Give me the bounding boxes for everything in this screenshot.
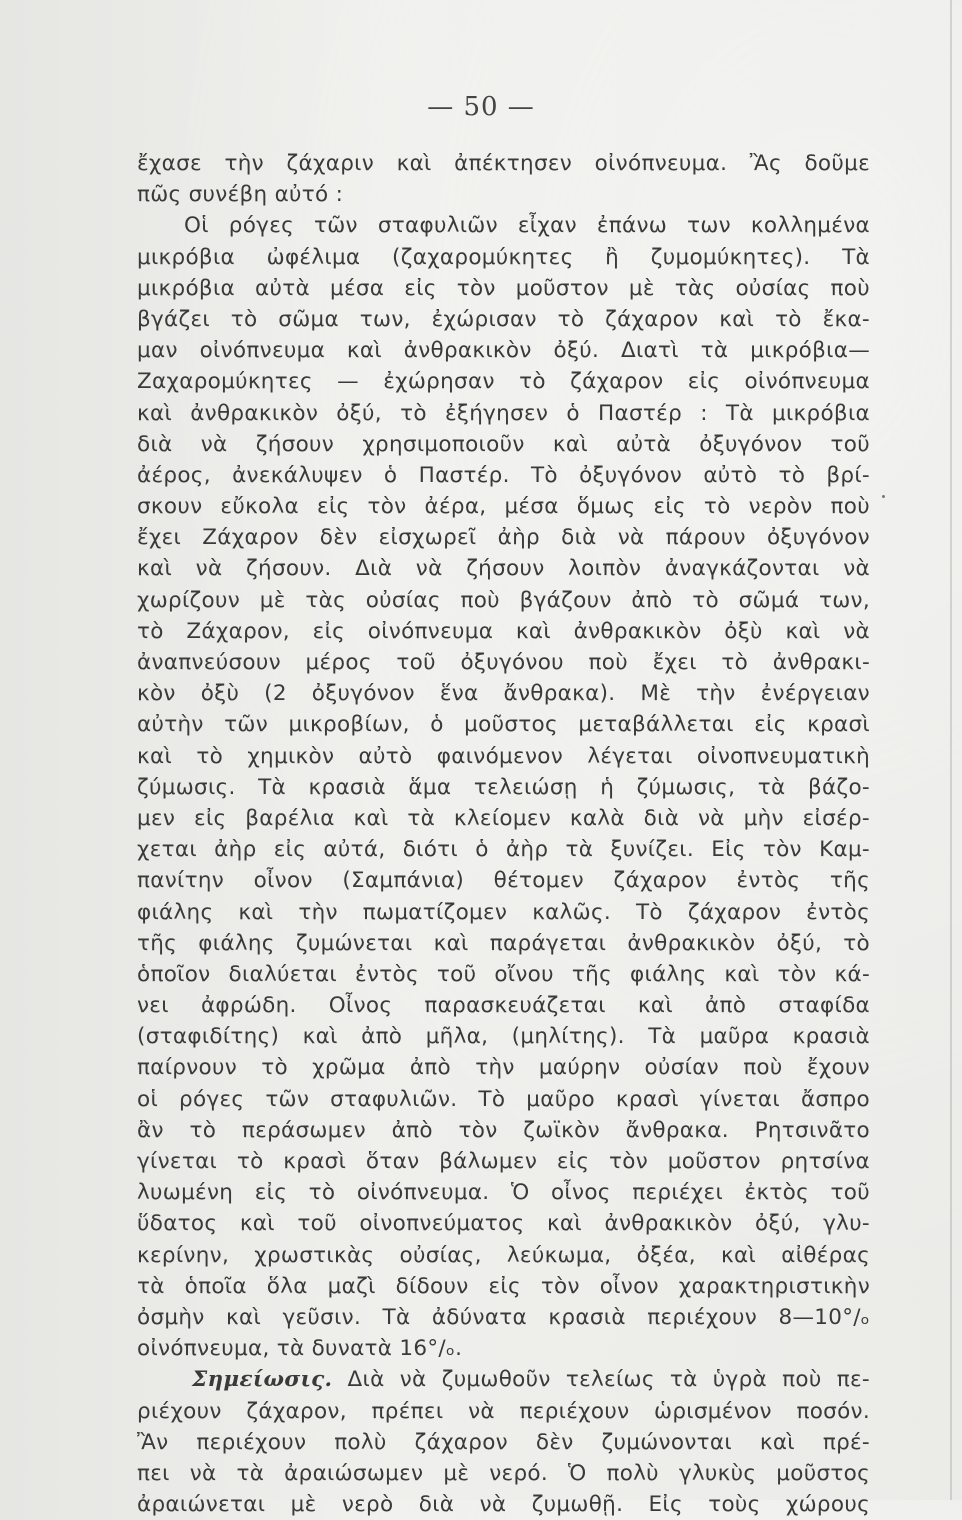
text-line: Οἱ ρόγες τῶν σταφυλιῶν εἶχαν ἐπάνω των κολλημένα <box>184 213 870 239</box>
text-line: ἔχει Ζάχαρον δὲν εἰσχωρεῖ ἀὴρ διὰ νὰ πάρουν ὀξυγόνον <box>137 525 870 551</box>
page-fold-shadow <box>950 0 952 1500</box>
text-line: χεται ἀὴρ εἰς αὐτά, διότι ὁ ἀὴρ τὰ ξυνίζει. Εἰς τὸν Καμ- <box>137 837 870 863</box>
text-line: μεν εἰς βαρέλια καὶ τὰ κλείομεν καλὰ διὰ νὰ μὴν εἰσέρ- <box>137 805 870 831</box>
text-line: ἀραιώνεται μὲ νερὸ διὰ νὰ ζυμωθῇ. Εἰς τοὺς χώρους <box>137 1492 870 1518</box>
text-line: καὶ τὸ χημικὸν αὐτὸ φαινόμενον λέγεται οἰνοπνευματικὴ <box>137 743 870 769</box>
text-line: τὰ ὁποῖα ὅλα μαζὶ δίδουν εἰς τὸν οἶνον χαρακτηριστικὴν <box>137 1273 870 1299</box>
text-line: κερίνην, χρωστικὰς οὐσίας, λεύκωμα, ὀξέα, καὶ αἰθέρας <box>137 1242 870 1268</box>
note-first-line <box>137 1364 870 1395</box>
text-line: παίρνουν τὸ χρῶμα ἀπὸ τὴν μαύρην οὐσίαν ποὺ ἔχουν <box>137 1055 870 1081</box>
body-text <box>137 148 870 1520</box>
text-line: πει νὰ τὰ ἀραιώσωμεν μὲ νερό. Ὁ πολὺ γλυκὺς μοῦστος <box>137 1460 870 1486</box>
text-line: βγάζει τὸ σῶμα των, ἐχώρισαν τὸ ζάχαρον καὶ τὸ ἔκα- <box>137 306 870 332</box>
text-line: γίνεται τὸ κρασὶ ὅταν βάλωμεν εἰς τὸν μοῦστον ρητσίνα <box>137 1149 870 1174</box>
text-line: νει ἀφρώδη. Οἶνος παρασκευάζεται καὶ ἀπὸ σταφίδα <box>137 993 870 1019</box>
text-line: (σταφιδίτης) καὶ ἀπὸ μῆλα, (μηλίτης). Τὰ μαῦρα κρασιὰ <box>137 1024 870 1050</box>
text-line: ἂν τὸ περάσωμεν ἀπὸ τὸν ζωϊκὸν ἄνθρακα. Ρητσινᾶτο <box>137 1117 870 1143</box>
text-line: μικρόβια αὐτὰ μέσα εἰς τὸν μοῦστον μὲ τὰς οὐσίας ποὺ <box>137 275 870 301</box>
text-line: μικρόβια ὠφέλιμα (ζαχαρομύκητες ἢ ζυμομύκητες). Τὰ <box>137 244 870 270</box>
text-line: ζύμωσις. Τὰ κρασιὰ ἅμα τελειώσῃ ἡ ζύμωσις, τὰ βάζο- <box>137 774 870 800</box>
text-line: οἱ ρόγες τῶν σταφυλιῶν. Τὸ μαῦρο κρασὶ γίνεται ἄσπρο <box>137 1086 870 1112</box>
text-line: λυωμένη εἰς τὸ οἰνόπνευμα. Ὁ οἶνος περιέχει ἐκτὸς τοῦ <box>137 1180 870 1206</box>
text-line: ἀέρος, ἀνεκάλυψεν ὁ Παστέρ. Τὸ ὀξυγόνον αὐτὸ τὸ βρί- <box>137 462 870 488</box>
print-speck <box>882 495 885 498</box>
text-line: πανίτην οἶνον (Σαμπάνια) θέτομεν ζάχαρον ἐντὸς τῆς <box>137 868 870 894</box>
note-text: Διὰ νὰ ζυμωθοῦν <box>332 1367 566 1393</box>
text-line: ἀναπνεύσουν μέρος τοῦ ὀξυγόνου ποὺ ἔχει τὸ ἀνθρακι- <box>137 650 870 675</box>
text-line: τὸ Ζάχαρον, εἰς οἰνόπνευμα καὶ ἀνθρακικὸν ὀξὺ καὶ νὰ <box>137 618 870 644</box>
text-line: πῶς συνέβη αὐτό : <box>137 182 344 208</box>
text-line: ὕδατος καὶ τοῦ οἰνοπνεύματος καὶ ἀνθρακικὸν ὀξύ, γλυ- <box>137 1211 870 1237</box>
text-line: καὶ ἀνθρακικὸν ὀξύ, τὸ ἐξήγησεν ὁ Παστέρ : Τὰ μικρόβια <box>137 400 870 426</box>
text-line: τῆς φιάλης ζυμώνεται καὶ παράγεται ἀνθρακικὸν ὀξύ, τὸ <box>137 930 870 956</box>
text-line: ριέχουν ζάχαρον, πρέπει νὰ περιέχουν ὡρισμένον ποσόν. <box>137 1398 870 1424</box>
text-line: καὶ νὰ ζήσουν. Διὰ νὰ ζήσουν λοιπὸν ἀναγκάζονται νὰ <box>137 556 870 582</box>
text-line: ὀσμὴν καὶ γεῦσιν. Τὰ ἀδύνατα κρασιὰ περιέχουν 8—10°/ₒ <box>137 1304 870 1330</box>
note-heading: Σημείωσις. <box>192 1367 333 1393</box>
page-number: — 50 — <box>427 92 535 122</box>
text-line: ἔχασε τὴν ζάχαριν καὶ ἀπέκτησεν οἰνόπνευμα. Ἂς δοῦμε <box>137 151 870 176</box>
text-line: Ζαχαρομύκητες — ἐχώρησαν τὸ ζάχαρον εἰς οἰνόπνευμα <box>137 369 870 395</box>
text-line: σκουν εὔκολα εἰς τὸν ἀέρα, μέσα ὅμως εἰς τὸ νερὸν ποὺ <box>137 494 870 520</box>
text-line: αὐτὴν τῶν μικροβίων, ὁ μοῦστος μεταβάλλεται εἰς κρασὶ <box>137 712 870 738</box>
text-line: φιάλης καὶ τὴν πωματίζομεν καλῶς. Τὸ ζάχαρον ἐντὸς <box>137 899 870 925</box>
note-text-continued: τελείως τὰ ὑγρὰ ποὺ πε- <box>565 1367 870 1393</box>
text-line: χωρίζουν μὲ τὰς οὐσίας ποὺ βγάζουν ἀπὸ τὸ σῶμά των, <box>137 587 870 613</box>
text-line: μαν οἰνόπνευμα καὶ ἀνθρακικὸν ὀξύ. Διατὶ τὰ μικρόβια— <box>137 338 870 364</box>
text-line: κὸν ὀξὺ (2 ὀξυγόνον ἕνα ἄνθρακα). Μὲ τὴν ἐνέργειαν <box>137 681 870 707</box>
text-line: διὰ νὰ ζήσουν χρησιμοποιοῦν καὶ αὐτὰ ὀξυγόνον τοῦ <box>137 431 870 457</box>
text-line: οἰνόπνευμα, τὰ δυνατὰ 16°/ₒ. <box>137 1336 463 1362</box>
text-line: Ἂν περιέχουν πολὺ ζάχαρον δὲν ζυμώνονται καὶ πρέ- <box>137 1429 870 1455</box>
text-line: ὁποῖον διαλύεται ἐντὸς τοῦ οἴνου τῆς φιάλης καὶ τὸν κά- <box>137 961 870 987</box>
